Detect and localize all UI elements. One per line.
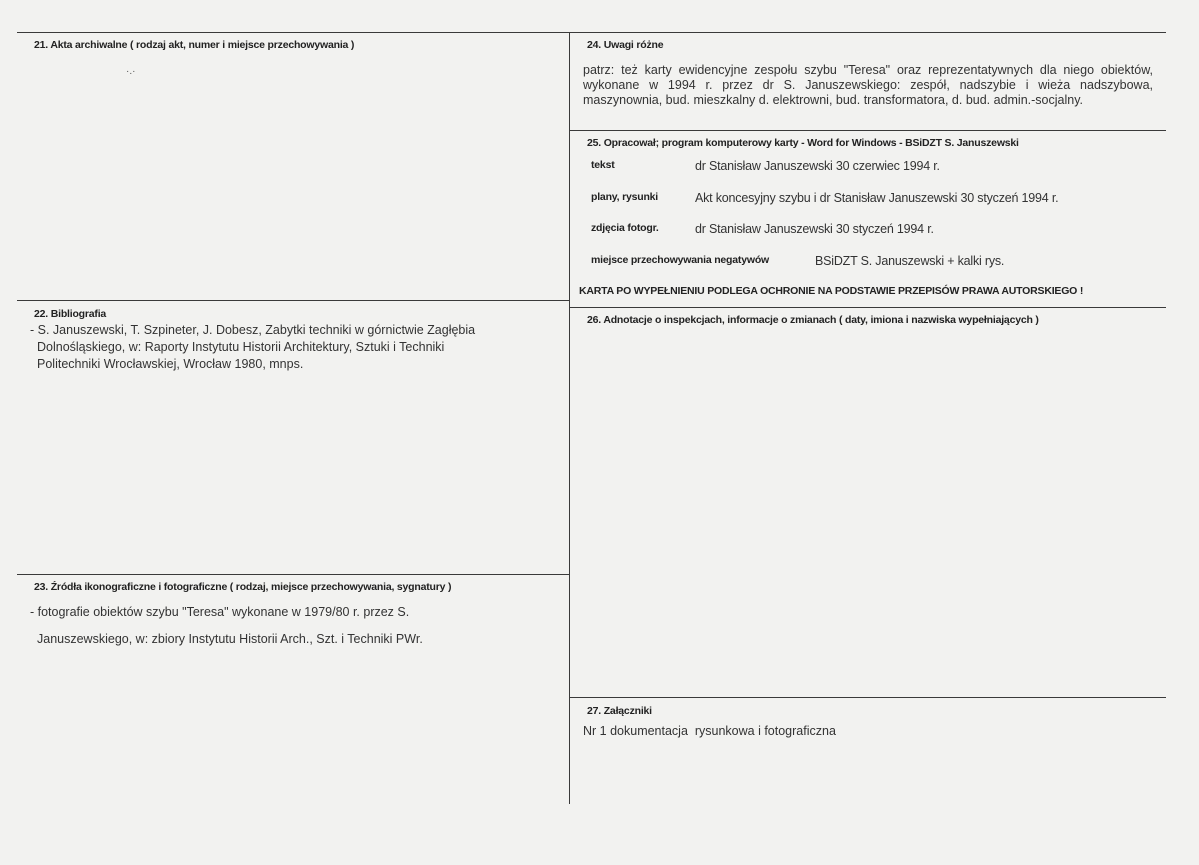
center-divider xyxy=(569,32,570,804)
author-value-text: dr Stanisław Januszewski 30 czerwiec 1994 r. xyxy=(695,159,940,173)
divider-24-25 xyxy=(570,130,1166,131)
author-label-photos: zdjęcia fotogr. xyxy=(591,222,659,234)
copyright-notice: KARTA PO WYPEŁNIENIU PODLEGA OCHRONIE NA PODSTAWIE PRZEPISÓW PRAWA AUTORSKIEGO ! xyxy=(579,285,1084,297)
author-value-plans: Akt koncesyjny szybu i dr Stanisław Januszewski 30 styczeń 1994 r. xyxy=(695,191,1059,205)
bibliography-line-3: Politechniki Wrocławskiej, Wrocław 1980, mnps. xyxy=(37,357,304,371)
section-23-title: 23. Źródła ikonograficzne i fotograficzne ( rodzaj, miejsce przechowywania, sygnatury ) xyxy=(34,581,452,593)
section-25-title: 25. Opracował; program komputerowy karty - Word for Windows - BSiDZT S. Januszewski xyxy=(587,137,1019,149)
divider-21-22 xyxy=(17,300,570,301)
author-label-negatives: miejsce przechowywania negatywów xyxy=(591,254,769,266)
remarks-text: patrz: też karty ewidencyjne zespołu szybu "Teresa" oraz reprezentatywnych dla niego obiektów, wykonane w 1994 r. przez dr S. Januszewskiego: zespół, nadszybie i wieża nadszybowa, maszynownia, bud. mieszkalny d. elektrowni, bud. transformatora, d. bud. admin.-socjalny. xyxy=(583,63,1153,107)
divider-26-27 xyxy=(570,697,1166,698)
divider-22-23 xyxy=(17,574,570,575)
author-label-plans: plany, rysunki xyxy=(591,191,659,203)
section-21-title: 21. Akta archiwalne ( rodzaj akt, numer i miejsce przechowywania ) xyxy=(34,39,355,51)
author-label-text: tekst xyxy=(591,159,615,171)
attachments-text: Nr 1 dokumentacja rysunkowa i fotograficzna xyxy=(583,724,836,738)
section-27-title: 27. Załączniki xyxy=(587,705,652,717)
section-24-title: 24. Uwagi różne xyxy=(587,39,664,51)
bibliography-line-1: - S. Januszewski, T. Szpineter, J. Dobesz, Zabytki techniki w górnictwie Zagłębia xyxy=(30,323,476,337)
scan-speck: ·.· xyxy=(126,66,136,77)
top-border-left xyxy=(17,32,570,33)
top-border-right xyxy=(570,32,1166,33)
bibliography-line-2: Dolnośląskiego, w: Raporty Instytutu Historii Architektury, Sztuki i Techniki xyxy=(37,340,445,354)
sources-line-2: Januszewskiego, w: zbiory Instytutu Historii Arch., Szt. i Techniki PWr. xyxy=(37,632,423,646)
author-value-photos: dr Stanisław Januszewski 30 styczeń 1994 r. xyxy=(695,222,934,236)
author-value-negatives: BSiDZT S. Januszewski + kalki rys. xyxy=(815,254,1005,268)
sources-line-1: - fotografie obiektów szybu "Teresa" wykonane w 1979/80 r. przez S. xyxy=(30,605,410,619)
section-22-title: 22. Bibliografia xyxy=(34,308,107,320)
divider-25-26 xyxy=(570,307,1166,308)
section-26-title: 26. Adnotacje o inspekcjach, informacje o zmianach ( daty, imiona i nazwiska wypełniających ) xyxy=(587,314,1039,326)
